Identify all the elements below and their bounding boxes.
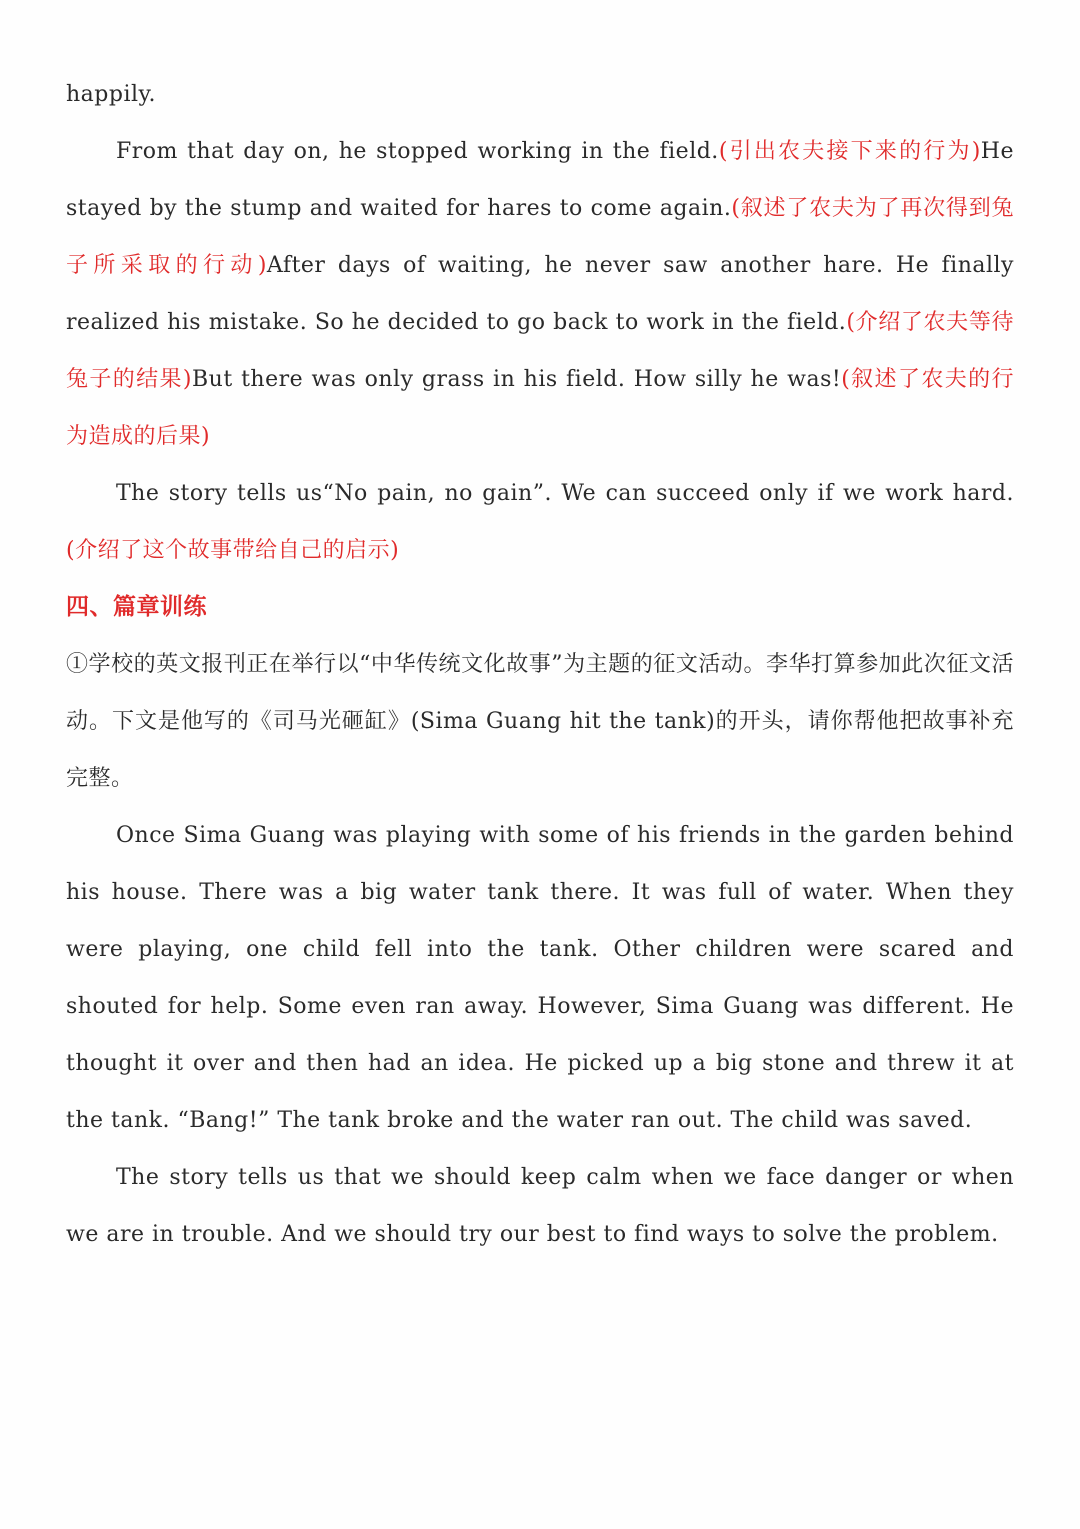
paragraph-story [66, 807, 1014, 1149]
paragraph-continuation [66, 66, 1014, 123]
text: The story tells us that we should keep calm when we face danger or when we are in trouble. And we should try our best to find ways to solve the problem. [66, 1165, 1014, 1247]
text: He stayed by the stump and waited for hares to come again. [66, 139, 1015, 221]
text: ①学校的英文报刊正在举行以“中华传统文化故事”为主题的征文活动。李华打算参加此次征文活动。下文是他写的《司马光砸缸》(Sima Guang hit the tank)的开头，请你帮他把故事补充完整。 [66, 652, 1014, 791]
text: But there was only grass in his field. How silly he was! [192, 367, 842, 392]
paragraph-farmer-actions [66, 123, 1014, 465]
text: From that day on, he stopped working in the field. [116, 139, 719, 164]
task-instructions [66, 636, 1014, 807]
annotation-note: (引出农夫接下来的行为) [718, 139, 981, 164]
document-page [66, 66, 1014, 1263]
text: After days of waiting, he never saw another hare. He finally realized his mistake. So he decided to go back to work in the field. [66, 253, 1014, 335]
annotation-note: (叙述了农夫为了再次得到兔子所采取的行动) [66, 196, 1014, 278]
text: happily. [66, 82, 157, 107]
annotation-note: (介绍了农夫等待兔子的结果) [66, 310, 1014, 392]
paragraph-story-moral [66, 1149, 1014, 1263]
text: Once Sima Guang was playing with some of his friends in the garden behind his house. There was a big water tank there. It was full of water. When they were playing, one child fell into the tank. Other children were scared and shouted for help. Some even ran away. However, Sima Guang was different. He thought it over and then had an idea. He picked up a big stone and threw it at the tank. “Bang!” The tank broke and the water ran out. The child was saved. [66, 823, 1014, 1133]
text: The story tells us“No pain, no gain”. We can succeed only if we work hard. [116, 481, 1014, 506]
annotation-note: (介绍了这个故事带给自己的启示) [66, 538, 400, 563]
section-heading: 四、篇章训练 [66, 594, 207, 620]
annotation-note: (叙述了农夫的行为造成的后果) [66, 367, 1014, 449]
paragraph-moral [66, 465, 1014, 579]
